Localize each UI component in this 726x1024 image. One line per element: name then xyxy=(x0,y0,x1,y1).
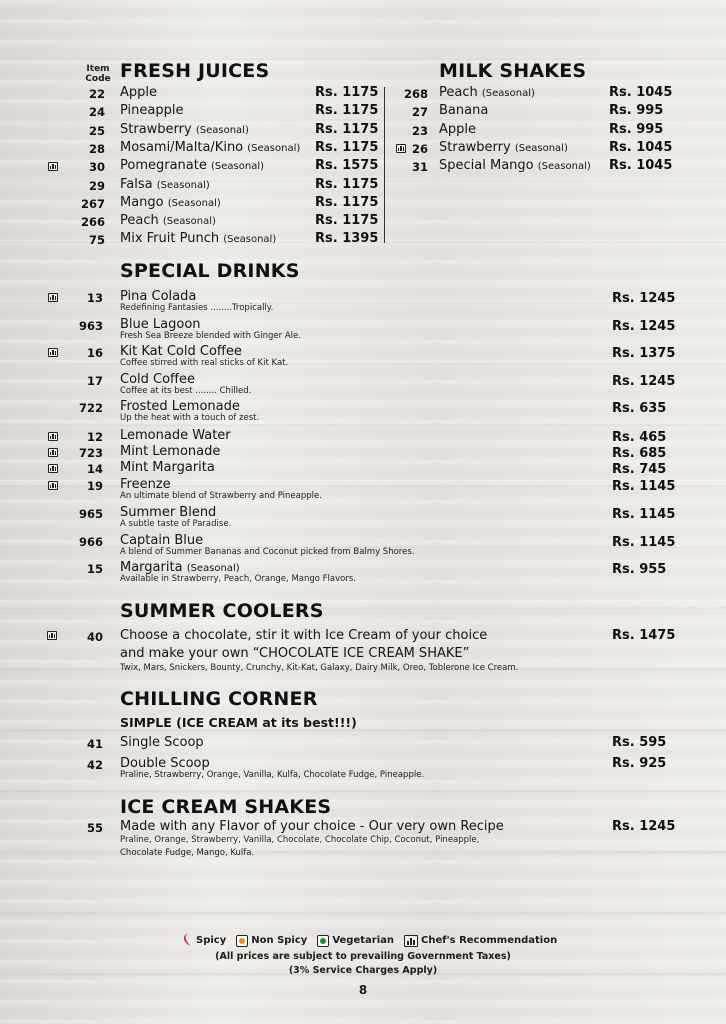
item-code: 24 xyxy=(88,105,105,120)
item-note: (Seasonal) xyxy=(167,197,221,209)
item-desc: Available in Strawberry, Peach, Orange, Mango Flavors. xyxy=(120,574,356,584)
item-name-text: Frosted Lemonade xyxy=(120,399,240,414)
item-name xyxy=(439,122,476,137)
item-price: Rs. 1375 xyxy=(612,346,676,361)
item-name-text: Summer Blend xyxy=(120,505,217,520)
item-code: 23 xyxy=(411,123,428,138)
item-code: 267 xyxy=(80,196,105,211)
item-name-text: Apple xyxy=(439,121,477,137)
item-code: 41 xyxy=(86,737,103,751)
item-name: Single Scoop xyxy=(120,735,204,750)
vegetarian-icon xyxy=(317,935,329,947)
item-name-text: Strawberry xyxy=(439,139,511,155)
item-code: 965 xyxy=(78,507,103,521)
item-code: 16 xyxy=(86,346,103,360)
item-code: 723 xyxy=(78,446,103,460)
item-price: Rs. 1145 xyxy=(612,535,676,550)
legend-vegetarian: Vegetarian xyxy=(317,935,394,947)
item-price: Rs. 685 xyxy=(612,446,667,461)
ice-cream-shakes-desc-1: Praline, Orange, Strawberry, Vanilla, Chocolate, Chocolate Chip, Coconut, Pineapple, xyxy=(120,835,480,845)
item-code: 963 xyxy=(78,319,103,333)
page-number: 8 xyxy=(358,983,368,997)
item-desc: Fresh Sea Breeze blended with Ginger Ale. xyxy=(120,331,301,341)
item-name-text: Peach xyxy=(439,85,478,100)
item-name-text: Mint Lemonade xyxy=(120,444,221,459)
item-code: 266 xyxy=(80,215,105,230)
ice-cream-shakes-price: Rs. 1245 xyxy=(612,819,676,834)
item-name xyxy=(120,231,276,246)
item-name-text: Falsa xyxy=(120,176,153,192)
item-code: 25 xyxy=(88,123,105,138)
item-name xyxy=(120,103,183,118)
item-name xyxy=(120,140,300,155)
item-name xyxy=(120,560,240,575)
summer-coolers-heading: SUMMER COOLERS xyxy=(120,600,324,622)
item-price: Rs. 1175 xyxy=(315,85,379,100)
ice-cream-shakes-desc-2: Chocolate Fudge, Mango, Kulfa. xyxy=(120,848,255,858)
item-desc: Praline, Strawberry, Orange, Vanilla, Kulfa, Chocolate Fudge, Pineapple. xyxy=(120,770,425,780)
fresh-juices-heading: FRESH JUICES xyxy=(120,60,270,82)
item-name xyxy=(120,213,216,228)
item-price: Rs. 1395 xyxy=(315,231,379,247)
chefs-recommendation-icon xyxy=(404,935,418,947)
item-price: Rs. 1575 xyxy=(315,158,379,174)
item-name-text: Kit Kat Cold Coffee xyxy=(120,344,242,359)
item-note: (Seasonal) xyxy=(186,563,240,574)
ice-cream-shakes-code: 55 xyxy=(86,821,103,835)
item-note: (Seasonal) xyxy=(156,179,210,191)
item-name-text: Pomegranate xyxy=(120,158,207,174)
item-name xyxy=(120,477,171,492)
legend-spicy: Spicy xyxy=(183,934,226,947)
summer-coolers-code: 40 xyxy=(86,630,103,644)
chilling-corner-heading: CHILLING CORNER xyxy=(120,688,318,710)
item-name xyxy=(120,505,216,520)
item-desc: Coffee at its best ........ Chilled. xyxy=(120,386,252,396)
item-price: Rs. 995 xyxy=(609,103,664,119)
item-price: Rs. 1175 xyxy=(315,103,379,119)
item-name-text: Lemonade Water xyxy=(120,428,231,443)
item-price: Rs. 1175 xyxy=(315,194,379,210)
item-name xyxy=(120,122,249,137)
item-name xyxy=(439,158,591,173)
item-name xyxy=(439,103,488,118)
item-price: Rs. 635 xyxy=(612,401,667,416)
item-note: (Seasonal) xyxy=(247,142,301,154)
item-name-text: Margarita xyxy=(120,560,183,575)
item-name xyxy=(120,444,220,459)
item-code: 42 xyxy=(86,758,103,772)
item-desc: Up the heat with a touch of zest. xyxy=(120,413,260,423)
item-price: Rs. 1045 xyxy=(609,158,673,174)
item-price: Rs. 1045 xyxy=(609,85,673,100)
summer-coolers-price: Rs. 1475 xyxy=(612,628,676,643)
item-name xyxy=(120,460,215,475)
item-code: 15 xyxy=(86,562,103,576)
item-desc: A blend of Summer Bananas and Coconut picked from Balmy Shores. xyxy=(120,547,415,557)
item-code: 30 xyxy=(88,160,105,175)
item-name-text: Freenze xyxy=(120,477,171,492)
item-name-text: Pineapple xyxy=(120,103,184,119)
tax-note: (All prices are subject to prevailing Government Taxes) xyxy=(215,951,511,962)
legend xyxy=(183,934,557,947)
chilling-corner-subtitle: SIMPLE (ICE CREAM at its best!!!) xyxy=(120,715,357,730)
item-price: Rs. 465 xyxy=(612,430,667,445)
legend-non-spicy: Non Spicy xyxy=(236,935,307,947)
legend-chefs-recommendation: Chef's Recommendation xyxy=(404,935,557,947)
item-code: 26 xyxy=(411,141,428,156)
item-name-text: Special Mango xyxy=(439,158,534,174)
item-desc: A subtle taste of Paradise. xyxy=(120,519,232,529)
item-price: Rs. 1245 xyxy=(612,291,676,306)
item-name-text: Banana xyxy=(439,103,489,119)
item-price: Rs. 1175 xyxy=(315,121,379,137)
item-code: 31 xyxy=(411,160,428,175)
item-note: (Seasonal) xyxy=(162,216,216,228)
item-price: Rs. 1175 xyxy=(315,176,379,192)
item-name xyxy=(120,344,242,359)
summer-coolers-line1: Choose a chocolate, stir it with Ice Cream of your choice xyxy=(120,628,488,643)
item-note: (Seasonal) xyxy=(514,142,568,154)
ice-cream-shakes-heading: ICE CREAM SHAKES xyxy=(120,796,332,818)
item-price: Rs. 745 xyxy=(612,462,667,477)
item-desc: Coffee stirred with real sticks of Kit Kat. xyxy=(120,358,289,368)
summer-coolers-line2: and make your own “CHOCOLATE ICE CREAM SHAKE” xyxy=(120,646,470,661)
item-name-text: Mosami/Malta/Kino xyxy=(120,139,244,155)
item-code: 966 xyxy=(78,535,103,549)
item-code: 268 xyxy=(403,87,428,101)
item-code: 22 xyxy=(88,87,105,101)
item-price: Rs. 1175 xyxy=(315,139,379,155)
item-code-header: Item Code xyxy=(85,64,111,84)
item-name xyxy=(120,85,157,100)
item-name-text: Peach xyxy=(120,213,159,229)
item-name xyxy=(439,140,568,155)
item-desc: An ultimate blend of Strawberry and Pineapple. xyxy=(120,491,322,501)
item-code: 29 xyxy=(88,178,105,193)
item-name xyxy=(120,399,240,414)
item-name-text: Pina Colada xyxy=(120,289,197,304)
item-code: 14 xyxy=(86,462,103,476)
item-name xyxy=(120,317,201,332)
item-name xyxy=(120,428,231,443)
item-name-text: Mix Fruit Punch xyxy=(120,231,220,247)
ice-cream-shakes-name: Made with any Flavor of your choice - Our very own Recipe xyxy=(120,819,504,834)
item-note: (Seasonal) xyxy=(211,161,265,173)
item-name xyxy=(120,158,264,173)
item-note: (Seasonal) xyxy=(195,124,249,136)
item-price: Rs. 595 xyxy=(612,735,667,750)
item-name-text: Apple xyxy=(120,85,158,100)
summer-coolers-desc: Twix, Mars, Snickers, Bounty, Crunchy, Kit-Kat, Galaxy, Dairy Milk, Oreo, Toblerone Ice Cream. xyxy=(120,663,519,673)
item-name-text: Blue Lagoon xyxy=(120,317,201,332)
item-price: Rs. 955 xyxy=(612,562,667,577)
item-code: 17 xyxy=(86,374,103,388)
item-name-text: Mango xyxy=(120,194,164,210)
service-note: (3% Service Charges Apply) xyxy=(288,965,438,976)
chili-icon xyxy=(183,934,193,947)
item-code: 13 xyxy=(86,291,103,305)
item-note: (Seasonal) xyxy=(223,234,277,246)
item-name: Double Scoop xyxy=(120,756,210,771)
non-spicy-icon xyxy=(236,935,248,947)
item-name-text: Strawberry xyxy=(120,121,192,137)
item-name xyxy=(120,195,221,210)
item-price: Rs. 1245 xyxy=(612,374,676,389)
item-code: 722 xyxy=(78,401,103,415)
item-name xyxy=(120,372,195,387)
item-note: (Seasonal) xyxy=(481,88,535,99)
item-price: Rs. 925 xyxy=(612,756,667,771)
item-name-text: Cold Coffee xyxy=(120,372,196,387)
item-name xyxy=(120,289,196,304)
item-price: Rs. 1245 xyxy=(612,319,676,334)
item-price: Rs. 1045 xyxy=(609,139,673,155)
item-price: Rs. 1175 xyxy=(315,213,379,229)
milk-shakes-heading: MILK SHAKES xyxy=(439,60,587,82)
item-name xyxy=(439,85,535,100)
item-name xyxy=(120,533,203,548)
item-name-text: Captain Blue xyxy=(120,533,204,548)
special-drinks-heading: SPECIAL DRINKS xyxy=(120,260,300,282)
item-code: 12 xyxy=(86,430,103,444)
item-price: Rs. 1145 xyxy=(612,507,676,522)
item-code: 75 xyxy=(88,233,105,248)
item-price: Rs. 995 xyxy=(609,121,664,137)
item-name-text: Mint Margarita xyxy=(120,460,215,475)
item-name xyxy=(120,177,210,192)
item-code: 19 xyxy=(86,479,103,493)
item-price: Rs. 1145 xyxy=(612,479,676,494)
item-desc: Redefining Fantasies ........Tropically. xyxy=(120,303,274,313)
item-code: 27 xyxy=(411,105,428,120)
item-note: (Seasonal) xyxy=(537,161,591,173)
item-code: 28 xyxy=(88,141,105,156)
